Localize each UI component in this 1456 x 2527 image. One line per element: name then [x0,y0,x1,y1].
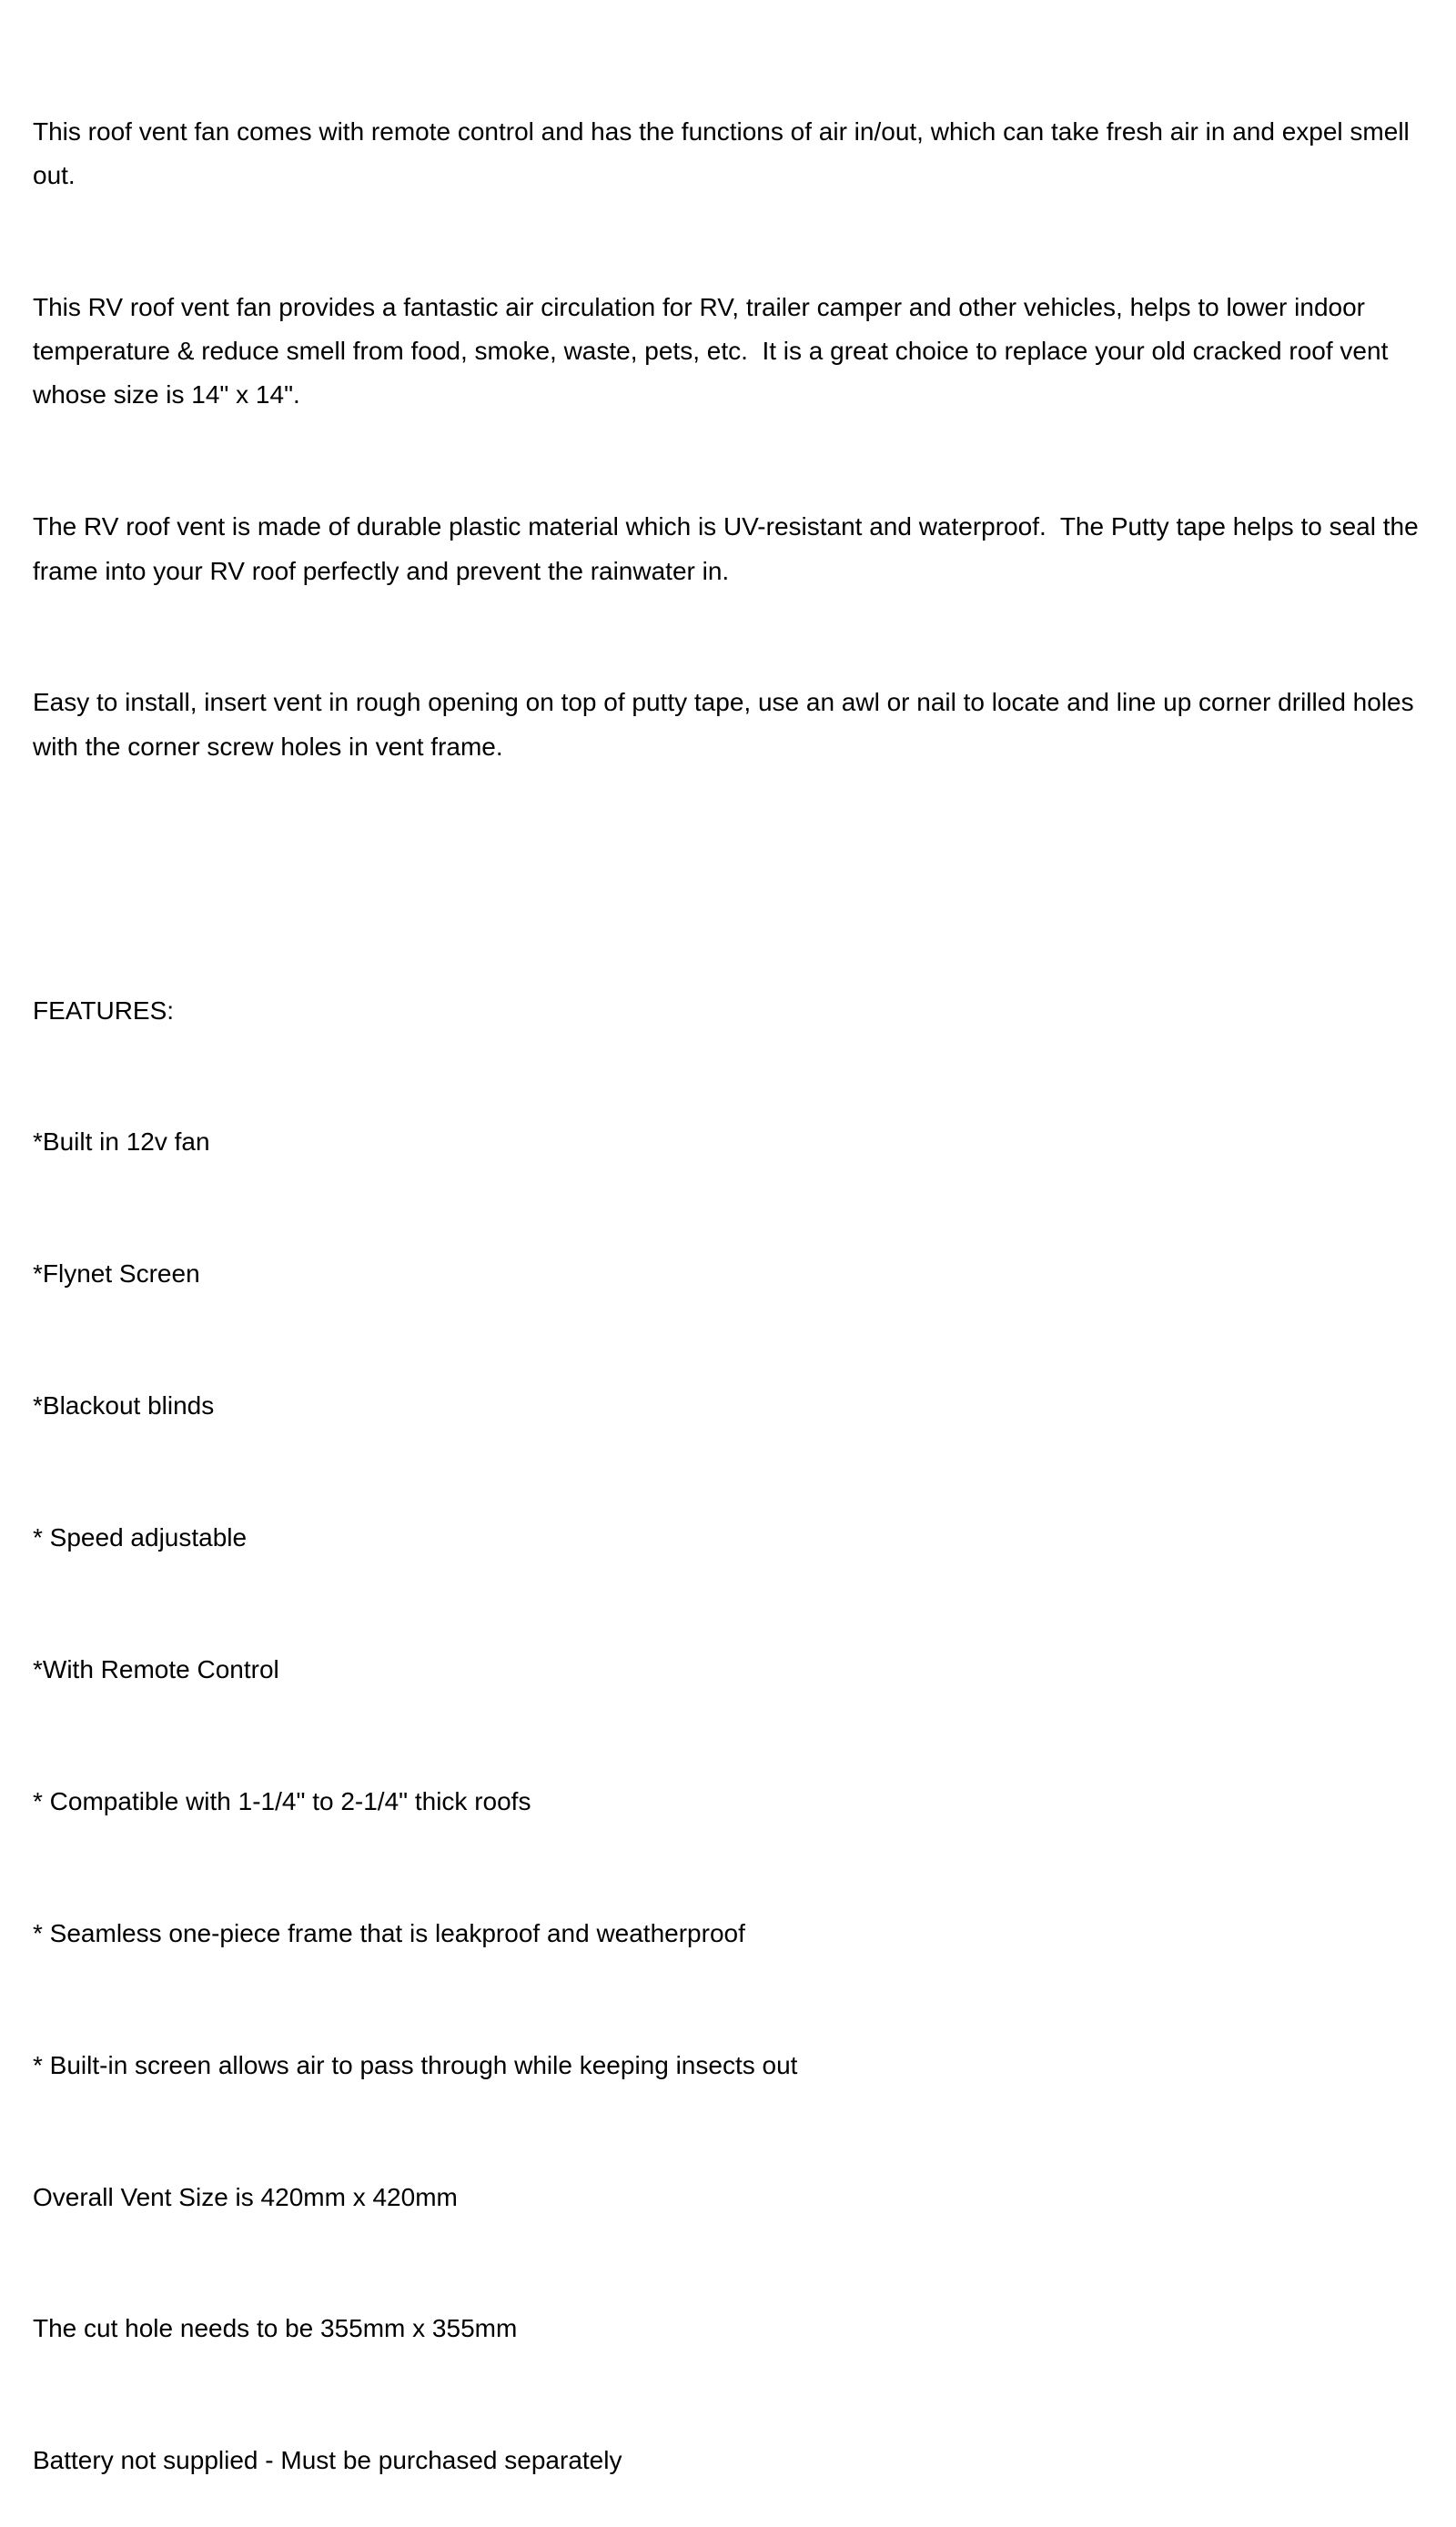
feature-item: * Built-in screen allows air to pass through while keeping insects out [33,2050,798,2079]
feature-item: Battery not supplied - Must be purchased separately [33,2446,622,2475]
description-paragraph: This RV roof vent fan provides a fantastic air circulation for RV, trailer camper and other vehicles, helps to lower indoor temperature & reduce smell from food, smoke, waste, pets, etc. It is a great choice to replace your old cracked roof vent whose size is 14" x 14". [33,292,1396,409]
feature-item: *Blackout blinds [33,1391,215,1420]
description-paragraph: This roof vent fan comes with remote control and has the functions of air in/out, which can take fresh air in and expel smell out. [33,116,1417,189]
feature-item: Overall Vent Size is 420mm x 420mm [33,2182,458,2211]
features-heading: FEATURES: [33,996,175,1025]
product-description-document [33,22,1434,2527]
feature-item: *Built in 12v fan [33,1127,210,1157]
description-paragraph: Easy to install, insert vent in rough opening on top of putty tape, use an awl or nail to locate and line up corner drilled holes with the corner screw holes in vent frame. [33,688,1421,761]
feature-item: * Seamless one-piece frame that is leakproof and weatherproof [33,1918,745,1947]
feature-item: * Compatible with 1-1/4" to 2-1/4" thick roofs [33,1786,531,1815]
blank-line [33,857,1434,901]
feature-item: The cut hole needs to be 355mm x 355mm [33,2314,518,2343]
description-paragraph: The RV roof vent is made of durable plastic material which is UV-resistant and waterproof. The Putty tape helps to seal the frame into your RV roof perfectly and prevent the rainwater in. [33,512,1426,585]
feature-item: *With Remote Control [33,1654,279,1683]
feature-item: * Speed adjustable [33,1523,248,1552]
feature-item: *Flynet Screen [33,1259,200,1289]
